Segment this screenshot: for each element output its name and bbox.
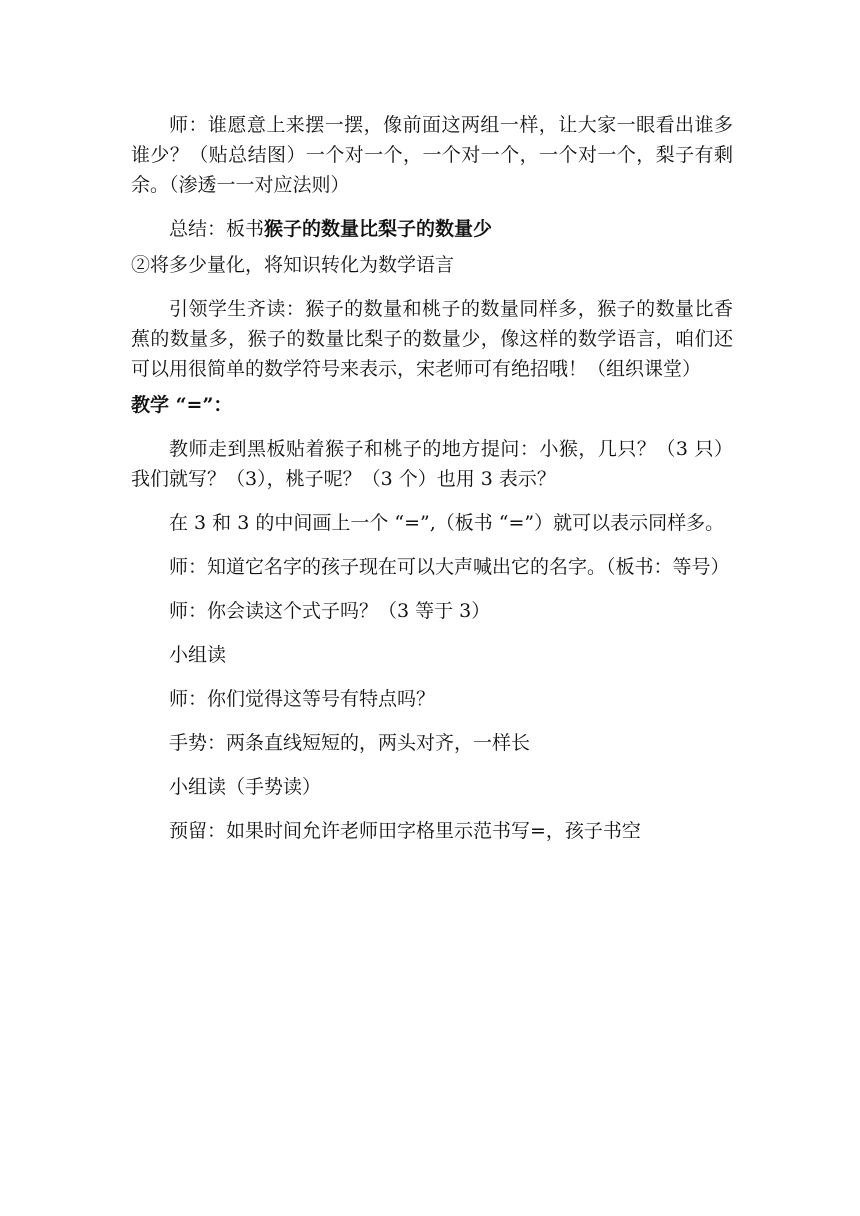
paragraph-draw-equals: 在 3 和 3 的中间画上一个 “=”,（板书 “=”）就可以表示同样多。 [169,512,725,534]
summary-emphasis: 猴子的数量比梨子的数量少 [264,218,493,240]
paragraph-features-question: 师：你们觉得这等号有特点吗？ [169,688,436,710]
paragraph-teacher-arrange: 师：谁愿意上来摆一摆，像前面这两组一样，让大家一眼看出谁多谁少？（贴总结图）一个对一个，一个对一个，一个对一个，梨子有剩余。（渗透一一对应法则） [131,114,733,196]
paragraph-teacher-question: 教师走到黑板贴着猴子和桃子的地方提问：小猴，几只？（3 只）我们就写？（3），桃子呢？（3 个）也用 3 表示？ [131,438,733,490]
paragraph-read-expression: 师：你会读这个式子吗？（3 等于 3） [169,600,491,622]
paragraph-gesture-read: 小组读（手势读） [169,776,322,798]
section-heading-equals: 教学 “=”： [131,394,233,416]
paragraph-gesture: 手势：两条直线短短的，两头对齐，一样长 [169,732,531,754]
paragraph-summary [131,214,733,244]
document-body [131,110,733,846]
paragraph-group-read: 小组读 [169,644,227,666]
summary-label: 总结：板书 [169,218,265,240]
paragraph-reserved: 预留：如果时间允许老师田字格里示范书写=，孩子书空 [169,820,641,842]
section-heading-quantify: ②将多少量化，将知识转化为数学语言 [131,254,455,276]
paragraph-guided-reading: 引领学生齐读：猴子的数量和桃子的数量同样多，猴子的数量比香蕉的数量多，猴子的数量比梨子的数量少，像这样的数学语言，咱们还可以用很简单的数学符号来表示，宋老师可有绝招哦！（组织课堂） [131,298,733,380]
paragraph-name-sign: 师：知道它名字的孩子现在可以大声喊出它的名字。（板书：等号） [169,556,730,578]
